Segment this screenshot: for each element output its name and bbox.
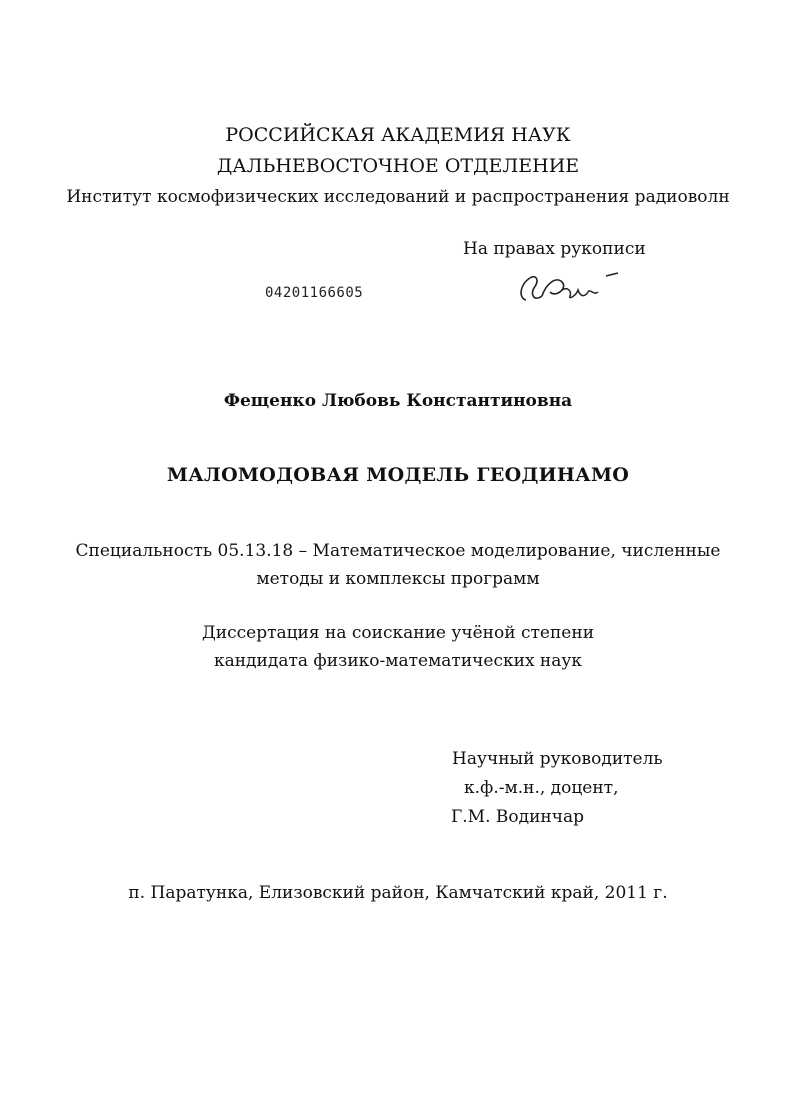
registration-stamp-number: 04201166605 [265,285,364,301]
thesis-title: МАЛОМОДОВАЯ МОДЕЛЬ ГЕОДИНАМО [166,464,630,486]
footer-place-year: п. Паратунка, Елизовский район, Камчатский край, 2011 г. [128,883,668,903]
degree-line-2: кандидата физико-математических наук [213,651,583,671]
header-academy: РОССИЙСКАЯ АКАДЕМИЯ НАУК [225,124,571,146]
author-name: Фещенко Любовь Константиновна [223,391,573,411]
specialty-line-2: методы и комплексы программ [256,569,540,589]
rights-reserved-label: На правах рукописи [463,239,646,259]
specialty-line-1: Специальность 05.13.18 – Математическое моделирование, численные [75,541,721,561]
author-signature [512,262,622,312]
degree-line-1: Диссертация на соискание учёной степени [201,623,595,643]
advisor-name: Г.М. Водинчар [451,807,584,827]
header-institute: Институт космофизических исследований и распространения радиоволн [66,187,730,207]
advisor-credentials: к.ф.-м.н., доцент, [464,778,619,798]
header-branch: ДАЛЬНЕВОСТОЧНОЕ ОТДЕЛЕНИЕ [216,155,580,177]
advisor-label: Научный руководитель [452,749,663,769]
